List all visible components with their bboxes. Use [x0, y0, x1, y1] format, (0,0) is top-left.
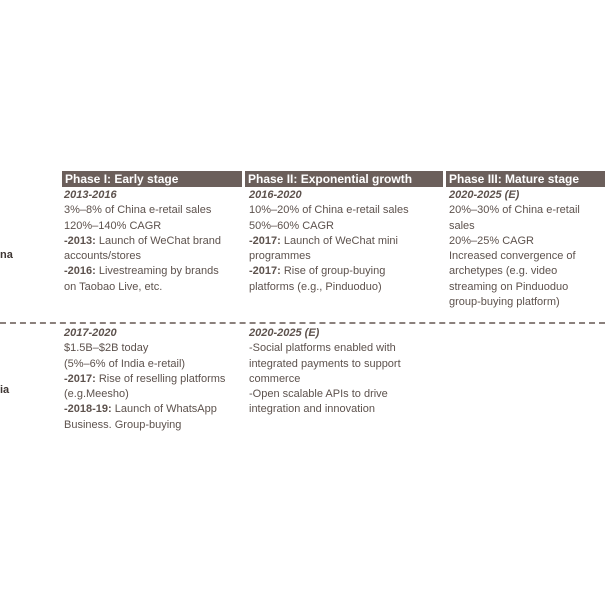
cell-text-line [449, 249, 580, 264]
period-label: 2020-2025 (E) [249, 327, 320, 339]
line-text: platforms (e.g., Pinduoduo) [249, 280, 382, 293]
year-highlight: -2016: [64, 265, 96, 278]
line-text: Launch of WeChat brand [95, 234, 221, 247]
cell-text-line [64, 264, 221, 279]
cell-text-line [64, 402, 225, 417]
cell-text-line [64, 387, 225, 402]
row-divider [0, 322, 605, 324]
line-text: integrated payments to support [249, 357, 401, 370]
cell-text-line [64, 341, 225, 356]
year-highlight: -2013: [64, 234, 96, 247]
period-label: 2017-2020 [64, 327, 117, 339]
phase-2-title: Phase II: Exponential growth [248, 172, 413, 186]
line-text: Launch of WhatsApp [111, 403, 217, 416]
cell-text-line [249, 402, 401, 417]
cell-text-line [249, 372, 401, 387]
line-text: accounts/stores [64, 250, 142, 263]
line-text: Business. Group-buying [64, 418, 182, 431]
line-text: Rise of reselling platforms [95, 372, 226, 385]
row-label-india: ia [0, 384, 10, 396]
line-text: 50%–60% CAGR [249, 219, 334, 232]
cell-text-line [249, 357, 401, 372]
phase-3-header [446, 171, 605, 187]
cell-text-line [449, 203, 580, 218]
period-label: 2013-2016 [64, 189, 117, 201]
line-text: programmes [249, 250, 311, 263]
cell-text-line [249, 249, 409, 264]
cell-text-line [64, 372, 225, 387]
line-text: Rise of group-buying [280, 265, 386, 278]
cell-text-line [64, 418, 225, 433]
period-label: 2020-2025 (E) [449, 189, 520, 201]
line-text: 20%–25% CAGR [449, 234, 534, 247]
phase-2-header [245, 171, 443, 187]
line-text: 120%–140% CAGR [64, 219, 162, 232]
line-text: (e.g.Meesho) [64, 388, 129, 401]
line-text: 3%–8% of China e-retail sales [64, 204, 212, 217]
india-phase-2-cell [249, 326, 401, 418]
line-text: 20%–30% of China e-retail [449, 204, 580, 217]
year-highlight: -2017: [64, 372, 96, 385]
phase-3-title: Phase III: Mature stage [449, 172, 580, 186]
line-text: 10%–20% of China e-retail sales [249, 204, 409, 217]
china-phase-3-cell [449, 188, 580, 310]
cell-text-line [64, 357, 225, 372]
line-text: (5%–6% of India e-retail) [64, 357, 186, 370]
line-text: -Social platforms enabled with [249, 342, 396, 355]
year-highlight: -2018-19: [64, 403, 112, 416]
china-phase-1-cell [64, 188, 221, 295]
cell-text-line [449, 295, 580, 310]
line-text: on Taobao Live, etc. [64, 280, 163, 293]
cell-text-line [249, 341, 401, 356]
india-phase-1-cell [64, 326, 225, 433]
line-text: -Open scalable APIs to drive [249, 388, 388, 401]
line-text: integration and innovation [249, 403, 375, 416]
period-label: 2016-2020 [249, 189, 302, 201]
cell-text-line [249, 264, 409, 279]
cell-text-line [249, 280, 409, 295]
cell-text-line [249, 203, 409, 218]
cell-text-line [64, 234, 221, 249]
line-text: streaming on Pinduoduo [449, 280, 569, 293]
year-highlight: -2017: [249, 265, 281, 278]
cell-text-line [64, 280, 221, 295]
cell-text-line [249, 234, 409, 249]
year-highlight: -2017: [249, 234, 281, 247]
cell-text-line [449, 219, 580, 234]
line-text: sales [449, 219, 475, 232]
line-text: Launch of WeChat mini [280, 234, 398, 247]
cell-text-line [64, 249, 221, 264]
china-phase-2-cell [249, 188, 409, 295]
line-text: $1.5B–$2B today [64, 342, 149, 355]
phase-1-header [62, 171, 242, 187]
line-text: Increased convergence of [449, 250, 576, 263]
line-text: commerce [249, 372, 301, 385]
cell-text-line [64, 203, 221, 218]
line-text: group-buying platform) [449, 296, 560, 309]
line-text: Livestreaming by brands [95, 265, 219, 278]
phase-1-title: Phase I: Early stage [65, 172, 179, 186]
cell-text-line [64, 219, 221, 234]
cell-text-line [449, 234, 580, 249]
row-label-china: na [0, 249, 13, 261]
cell-text-line [449, 264, 580, 279]
line-text: archetypes (e.g. video [449, 265, 558, 278]
cell-text-line [249, 219, 409, 234]
cell-text-line [249, 387, 401, 402]
cell-text-line [449, 280, 580, 295]
